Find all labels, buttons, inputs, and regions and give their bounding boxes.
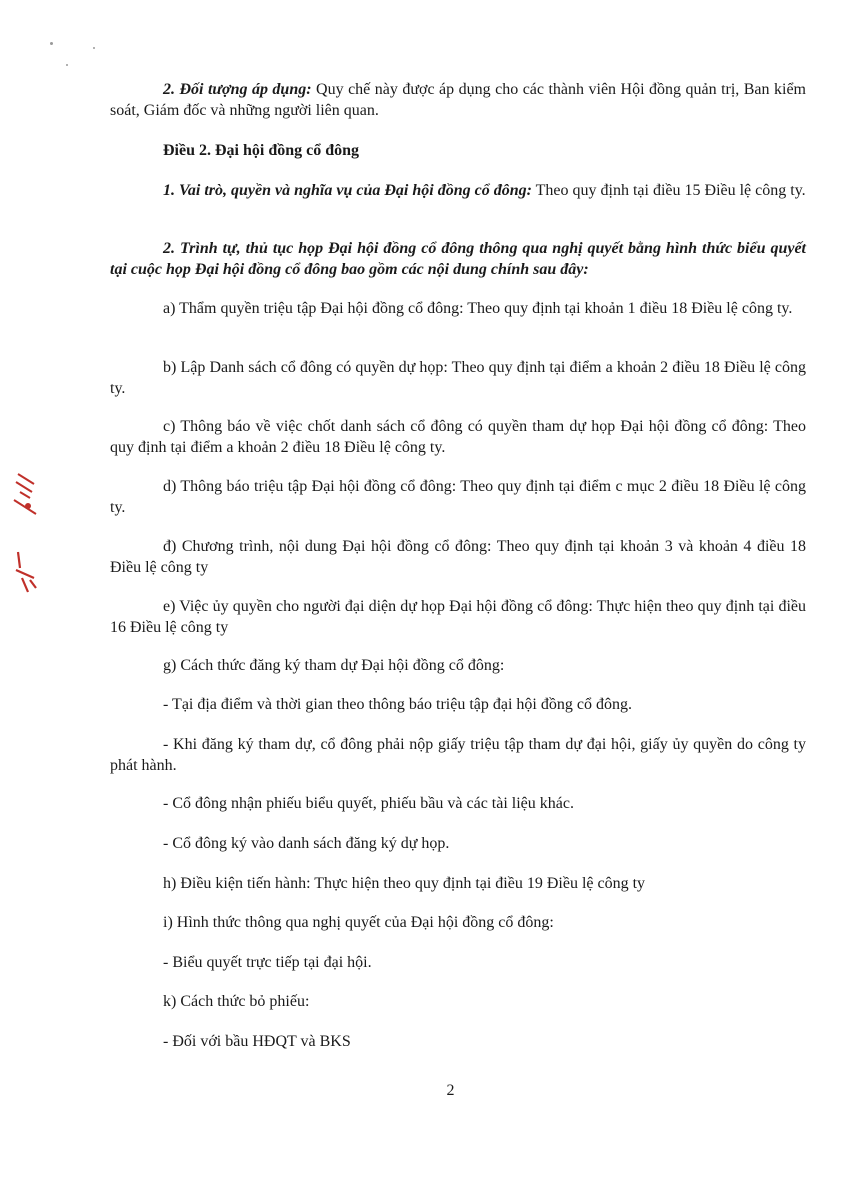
item-c: c) Thông báo về việc chốt danh sách cổ đông có quyền tham dự họp Đại hội đồng cổ đông: Theo quy định tại điểm a khoản 2 điều 18 Điều lệ công ty. [110, 418, 806, 456]
item-g-bullet-3: - Cổ đông nhận phiếu biểu quyết, phiếu bầu và các tài liệu khác. [163, 795, 574, 812]
item-d: d) Thông báo triệu tập Đại hội đồng cổ đông: Theo quy định tại điểm c mục 2 điều 18 Điều lệ công ty. [110, 478, 806, 516]
item-1-paragraph [110, 180, 806, 201]
item-g-bullet-1: - Tại địa điểm và thời gian theo thông báo triệu tập đại hội đồng cổ đông. [163, 696, 632, 713]
item-i: i) Hình thức thông qua nghị quyết của Đại hội đồng cổ đông: [163, 914, 554, 931]
item-k-bullet-1: - Đối với bầu HĐQT và BKS [163, 1033, 351, 1050]
item-2-heading: 2. Trình tự, thủ tục họp Đại hội đồng cổ đông thông qua nghị quyết bằng hình thức biểu quyết tại cuộc họp Đại hội đồng cổ đông bao gồm các nội dung chính sau đây: [110, 240, 806, 278]
item-dd: đ) Chương trình, nội dung Đại hội đồng cổ đông: Theo quy định tại khoản 3 và khoản 4 điều 18 Điều lệ công ty [110, 538, 806, 576]
item-1-heading: 1. Vai trò, quyền và nghĩa vụ của Đại hội đồng cổ đông: [163, 182, 532, 199]
item-g-bullet-2: - Khi đăng ký tham dự, cổ đông phải nộp giấy triệu tập tham dự đại hội, giấy ủy quyền do công ty phát hành. [110, 736, 806, 774]
scan-speck [50, 42, 53, 45]
scan-speck [66, 64, 68, 66]
item-i-bullet-1: - Biểu quyết trực tiếp tại đại hội. [163, 954, 372, 971]
margin-stamp-mark-icon [8, 548, 42, 598]
item-g: g) Cách thức đăng ký tham dự Đại hội đồng cổ đông: [163, 657, 505, 674]
scan-speck [93, 47, 95, 49]
page-number: 2 [446, 1082, 455, 1099]
scope-paragraph [110, 79, 806, 121]
scope-heading: 2. Đối tượng áp dụng: [163, 81, 312, 98]
item-k: k) Cách thức bỏ phiếu: [163, 993, 310, 1010]
margin-stamp-mark-icon [8, 470, 42, 520]
item-h: h) Điều kiện tiến hành: Thực hiện theo quy định tại điều 19 Điều lệ công ty [163, 875, 646, 892]
item-g-bullet-4: - Cổ đông ký vào danh sách đăng ký dự họp. [163, 835, 450, 852]
article-2-title: Điều 2. Đại hội đồng cổ đông [163, 142, 360, 159]
scope-text: Quy chế này được áp dụng cho các thành viên Hội đồng quản trị, Ban kiểm soát, Giám đốc và những người liên quan. [110, 81, 807, 119]
item-a: a) Thẩm quyền triệu tập Đại hội đồng cổ đông: Theo quy định tại khoản 1 điều 18 Điều lệ công ty. [163, 300, 793, 317]
item-b: b) Lập Danh sách cổ đông có quyền dự họp: Theo quy định tại điểm a khoản 2 điều 18 Điều lệ công ty. [110, 359, 806, 397]
item-1-text: Theo quy định tại điều 15 Điều lệ công ty. [531, 182, 806, 199]
item-e: e) Việc ủy quyền cho người đại diện dự họp Đại hội đồng cổ đông: Thực hiện theo quy định tại điều 16 Điều lệ công ty [110, 598, 806, 636]
